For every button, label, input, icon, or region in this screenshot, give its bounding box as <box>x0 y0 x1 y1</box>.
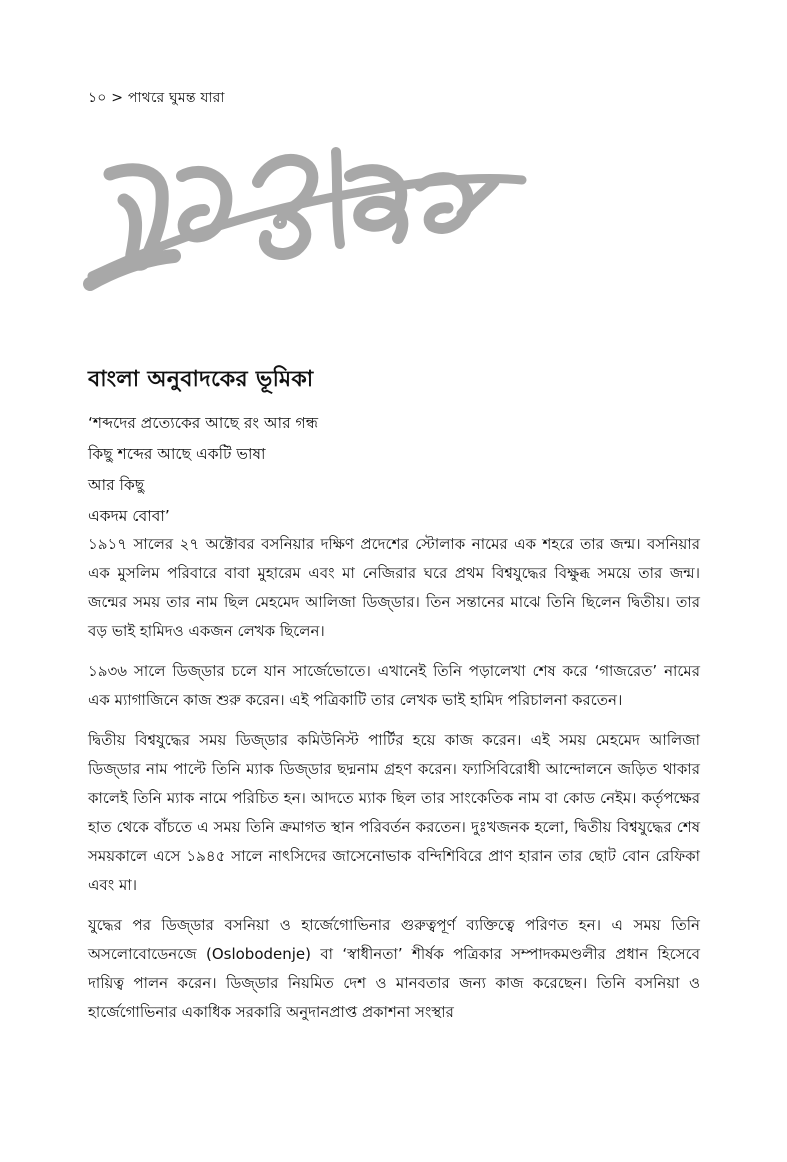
epigraph-line: একদম বোবা’ <box>88 507 170 525</box>
epigraph-line: আর কিছু <box>88 476 145 494</box>
paragraph: ১৯৩৬ সালে ডিজ্ডার চলে যান সার্জেভোতে। এখানেই তিনি পড়ালেখা শেষ করে ‘গাজরেত’ নামের এক ম্যাগাজিনে কাজ শুরু করেন। এই পত্রিকাটি তার লেখক ভাই হামিদ পরিচালনা করতেন। <box>88 662 700 709</box>
epigraph <box>88 408 708 532</box>
epigraph-line: ‘শব্দদের প্রত্যেকের আছে রং আর গন্ধ <box>88 414 318 432</box>
title-calligraphy <box>82 126 532 316</box>
paragraph: দ্বিতীয় বিশ্বযুদ্ধের সময় ডিজ্ডার কমিউনিস্ট পার্টির হয়ে কাজ করেন। এই সময় মেহমেদ আলিজা ডিজ্ডার নাম পাল্টে তিনি ম্যাক ডিজ্ডার ছদ্মনাম গ্রহণ করেন। ফ্যাসিবিরোধী আন্দোলনে জড়িত থাকার কালেই তিনি ম্যাক নামে পরিচিত হন। আদতে ম্যাক ছিল তার সাংকেতিক নাম বা কোড নেইম। কর্তৃপক্ষের হাত থেকে বাঁচতে এ সময় তিনি ক্রমাগত স্থান পরিবর্তন করতেন। দুঃখজনক হলো, দ্বিতীয় বিশ্বযুদ্ধের শেষ সময়কালে এসে ১৯৪৫ সালে নাৎসিদের জাসেনোভাক বন্দিশিবিরে প্রাণ হারান তার ছোট বোন রেফিকা এবং মা। <box>88 731 700 894</box>
epigraph-line: কিছু শব্দের আছে একটি ভাষা <box>88 445 266 463</box>
running-header: ১০ > পাথরে ঘুমন্ত যারা <box>88 90 225 106</box>
body-text <box>88 530 700 1038</box>
paragraph: যুদ্ধের পর ডিজ্ডার বসনিয়া ও হার্জেগোভিনার গুরুত্বপূর্ণ ব্যক্তিত্বে পরিণত হন। এ সময় তিনি অসলোবোডেনজে (Oslobodenje) বা ‘স্বাধীনতা’ শীর্ষক পত্রিকার সম্পাদকমণ্ডলীর প্রধান হিসেবে দায়িত্ব পালন করেন। ডিজ্ডার নিয়মিত দেশ ও মানবতার জন্য কাজ করেছেন। তিনি বসনিয়া ও হার্জেগোভিনার একাধিক সরকারি অনুদানপ্রাপ্ত প্রকাশনা সংস্থার <box>88 916 700 1021</box>
section-heading: বাংলা অনুবাদকের ভূমিকা <box>88 367 314 392</box>
paragraph: ১৯১৭ সালের ২৭ অক্টোবর বসনিয়ার দক্ষিণ প্রদেশের স্টোলাক নামের এক শহরে তার জন্ম। বসনিয়ার এক মুসলিম পরিবারে বাবা মুহারেম এবং মা নেজিরার ঘরে প্রথম বিশ্বযুদ্ধের বিক্ষুব্ধ সময়ে তার জন্ম। জন্মের সময় তার নাম ছিল মেহমেদ আলিজা ডিজ্ডার। তিন সন্তানের মাঝে তিনি ছিলেন দ্বিতীয়। তার বড় ভাই হামিদও একজন লেখক ছিলেন। <box>88 535 700 640</box>
